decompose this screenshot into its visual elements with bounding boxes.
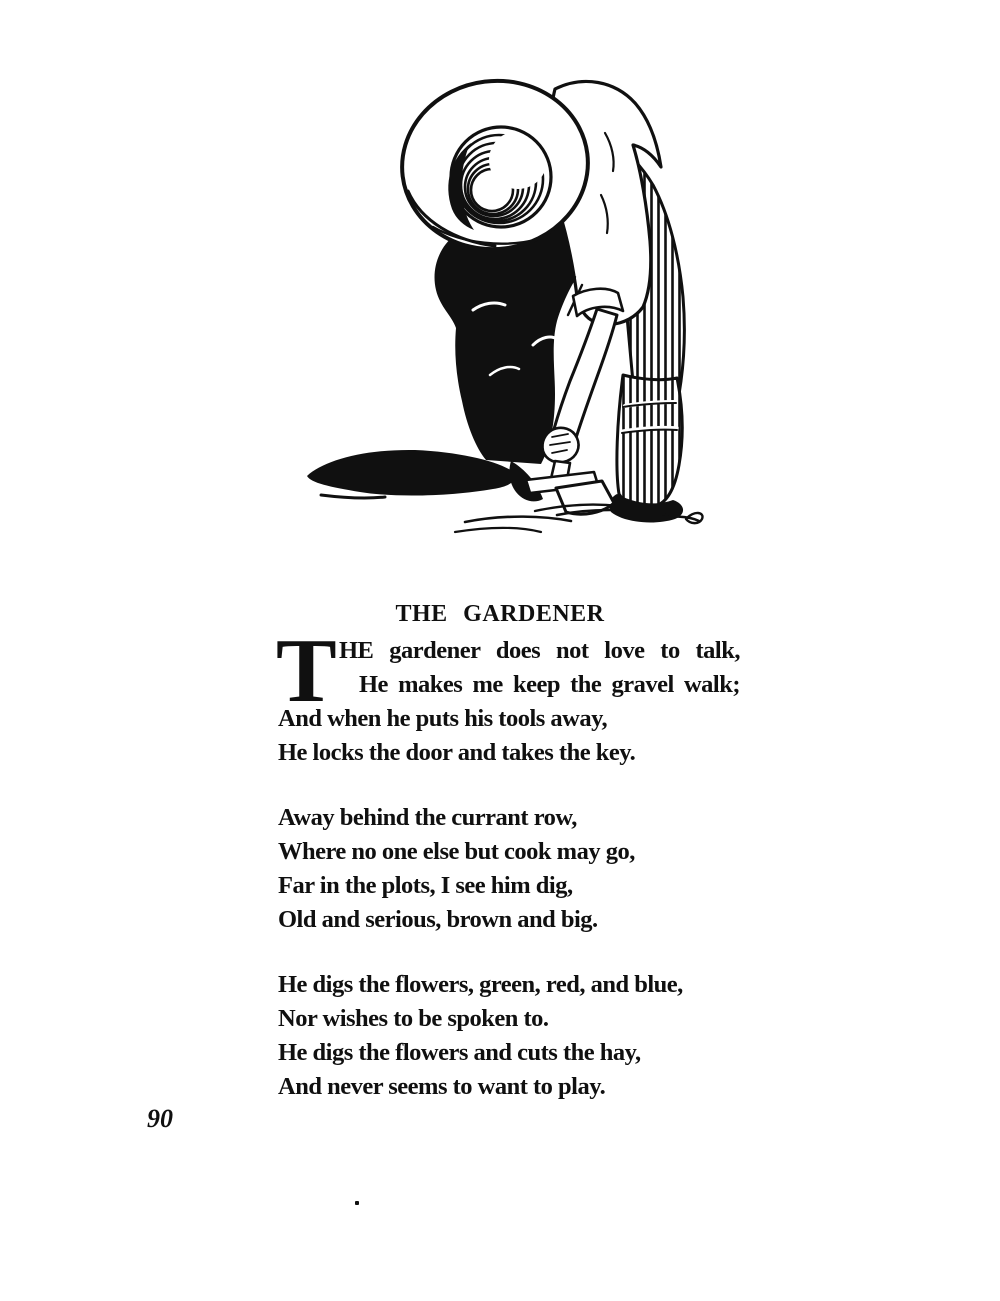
stanza-3	[278, 968, 740, 1104]
poem-line: Nor wishes to be spoken to.	[278, 1005, 549, 1032]
poem-line: And never seems to want to play.	[278, 1073, 606, 1100]
arm	[554, 309, 617, 441]
poem-line: He makes me keep the gravel walk;	[359, 671, 740, 698]
poem-line: Away behind the currant row,	[278, 804, 577, 831]
drop-cap: T	[276, 620, 337, 721]
poem-line: Far in the plots, I see him dig,	[278, 872, 573, 899]
poem-line: HE gardener does not love to talk,	[339, 637, 740, 664]
page-number: 90	[147, 1104, 173, 1133]
poem-line: He digs the flowers and cuts the hay,	[278, 1039, 641, 1066]
poem-line: He digs the flowers, green, red, and blue,	[278, 971, 683, 998]
poem-body	[278, 634, 740, 1135]
poem-title: THE GARDENER	[395, 601, 605, 628]
poem-line: Where no one else but cook may go,	[278, 838, 635, 865]
stanza-2	[278, 801, 740, 937]
trouser-leg	[617, 375, 682, 508]
gardener-illustration	[305, 75, 710, 535]
poem-line: He locks the door and takes the key.	[278, 739, 636, 766]
stanza-1	[278, 634, 740, 770]
print-speck	[355, 1201, 359, 1205]
hand	[542, 428, 578, 463]
poem-line: Old and serious, brown and big.	[278, 906, 598, 933]
poem-line: And when he puts his tools away,	[278, 705, 608, 732]
